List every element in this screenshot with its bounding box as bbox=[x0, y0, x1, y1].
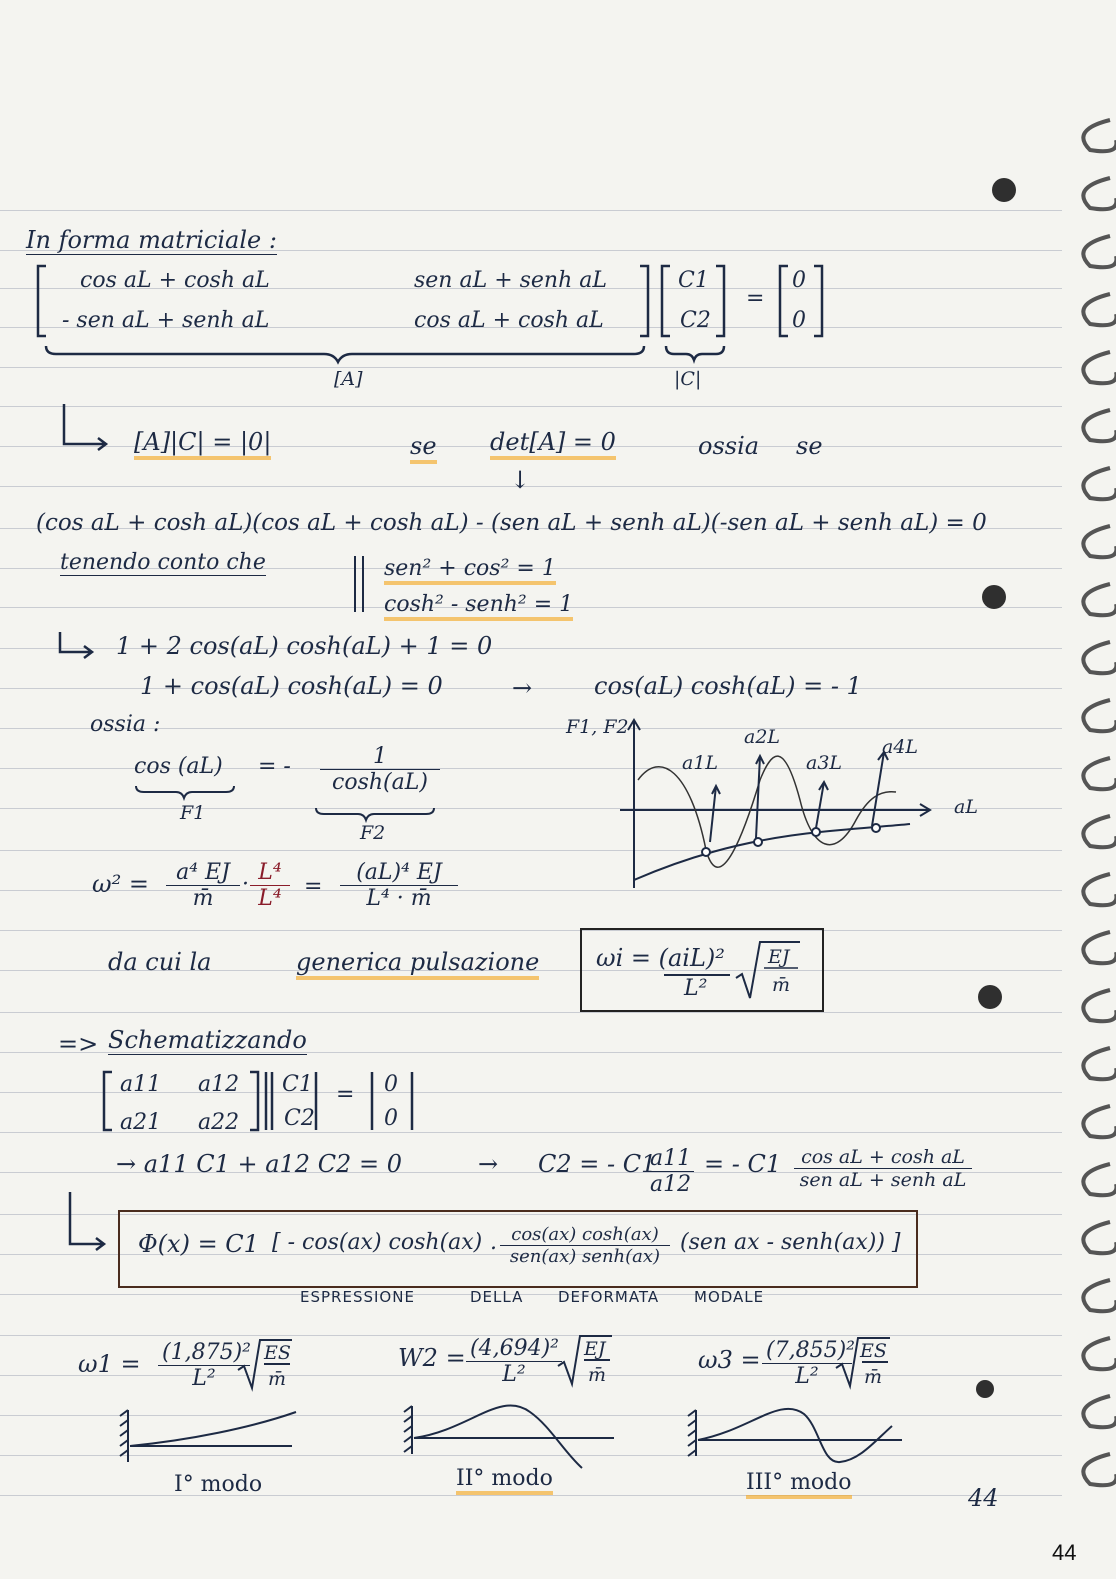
omega-n2: L⁴ bbox=[250, 860, 290, 886]
f-eq-den: cosh(aL) bbox=[332, 770, 428, 795]
expansion-equation: (cos aL + cosh aL)(cos aL + cosh aL) - (sen aL + senh aL)(-sen aL + senh aL) = 0 bbox=[36, 510, 987, 536]
schema-a21: a21 bbox=[120, 1110, 162, 1135]
omega-d2: L⁴ bbox=[258, 886, 282, 911]
pulsation-frac-bar bbox=[664, 974, 730, 976]
schema-frac-b bbox=[794, 1146, 972, 1191]
omega-2-sqrt-num: EJ bbox=[584, 1338, 606, 1360]
root-point-4 bbox=[872, 824, 880, 832]
vector-c2: C2 bbox=[680, 308, 711, 333]
omega-3-den: L² bbox=[795, 1364, 819, 1389]
matrix-r2c2: cos aL + cosh aL bbox=[414, 308, 604, 333]
omega-1-lhs: ω1 = bbox=[78, 1350, 141, 1378]
schema-c1: C1 bbox=[282, 1072, 313, 1097]
omega-frac-2 bbox=[250, 860, 290, 911]
f1-curve bbox=[638, 756, 896, 867]
hook-arrow-1 bbox=[58, 402, 118, 452]
mode-1-clamp bbox=[120, 1410, 128, 1462]
root-point-3 bbox=[812, 828, 820, 836]
omega-2-den: L² bbox=[502, 1362, 526, 1387]
omega-dot: · bbox=[242, 872, 249, 897]
omega-2-num: (4,694)² bbox=[466, 1336, 562, 1362]
identities-lead: tenendo conto che bbox=[60, 550, 266, 575]
hook-arrow-2 bbox=[56, 630, 106, 660]
identity-trig: sen² + cos² = 1 bbox=[384, 556, 556, 585]
f2-label: F2 bbox=[360, 822, 386, 844]
pulsation-sqrt-den: m̄ bbox=[772, 974, 791, 996]
caption-word-4: MODALE bbox=[694, 1288, 765, 1306]
modal-dot: . bbox=[490, 1230, 497, 1255]
mode-3-shape bbox=[698, 1409, 892, 1462]
schema-c2eq2: = - C1 bbox=[704, 1150, 782, 1178]
step-2: 1 + cos(aL) cosh(aL) = 0 bbox=[140, 672, 443, 700]
schema-frac-a-num: a11 bbox=[646, 1146, 694, 1172]
omega-frac-3 bbox=[340, 860, 458, 911]
pulsation-formula-den: L² bbox=[684, 976, 708, 1001]
mode-3-clamp bbox=[688, 1410, 696, 1456]
root-arrow-1 bbox=[710, 786, 720, 842]
graph-y-label: F1, F2 bbox=[566, 716, 629, 738]
schema-frac-a-den: a12 bbox=[650, 1172, 692, 1197]
schema-equals: = bbox=[336, 1082, 355, 1107]
pulsation-text-2: generica pulsazione bbox=[296, 948, 539, 980]
omega-2-frac bbox=[466, 1336, 562, 1387]
root-label-4: a4L bbox=[882, 736, 919, 758]
mode-2-clamp bbox=[404, 1406, 412, 1454]
schema-frac-b-num: cos aL + cosh aL bbox=[794, 1146, 972, 1169]
matrix-r1c2: sen aL + senh aL bbox=[414, 268, 607, 293]
vector-zero-2: 0 bbox=[792, 308, 806, 333]
root-arrow-3 bbox=[816, 782, 828, 828]
schema-frac-a bbox=[646, 1146, 694, 1197]
root-label-3: a3L bbox=[806, 752, 843, 774]
binder-hole-4 bbox=[976, 1380, 994, 1398]
schema-arrow: => bbox=[58, 1030, 99, 1058]
root-arrow-4 bbox=[872, 752, 888, 826]
schema-a11: a11 bbox=[120, 1072, 162, 1097]
omega-2-lhs: W2 = bbox=[398, 1344, 466, 1372]
double-bar bbox=[354, 556, 364, 612]
omega-1-sqrt-num: ES bbox=[264, 1342, 291, 1364]
det-se2: se bbox=[796, 432, 823, 460]
root-label-1: a1L bbox=[682, 752, 719, 774]
modal-part2: (sen ax - senh(ax)) ] bbox=[680, 1230, 901, 1255]
matrix-r1c1: cos aL + cosh aL bbox=[80, 268, 270, 293]
caption-word-3: DEFORMATA bbox=[558, 1288, 660, 1306]
page-number: 44 bbox=[1052, 1540, 1077, 1565]
root-label-2: a2L bbox=[744, 726, 781, 748]
omega-3-sqrt-den: m̄ bbox=[864, 1366, 883, 1388]
mode-1-label: I° modo bbox=[174, 1472, 263, 1497]
omega-d1: m̄ bbox=[192, 886, 214, 911]
omega-3-num: (7,855)² bbox=[762, 1338, 852, 1364]
schema-c2: C2 bbox=[284, 1106, 315, 1131]
handwritten-page-number: 44 bbox=[968, 1484, 999, 1512]
label-vector-c: |C| bbox=[674, 368, 702, 390]
vector-zero-1: 0 bbox=[792, 268, 806, 293]
schema-frac-b-den: sen aL + senh aL bbox=[799, 1169, 967, 1191]
f-eq-sign: = - bbox=[258, 754, 291, 779]
det-lhs: [A]|C| = |0| bbox=[134, 428, 271, 460]
mode-2-shape bbox=[414, 1405, 582, 1468]
mode-3-label: III° modo bbox=[746, 1470, 852, 1499]
matrix-r2c1: - sen aL + senh aL bbox=[62, 308, 270, 333]
root-arrow-2 bbox=[756, 756, 764, 838]
graph-x-label: aL bbox=[954, 796, 978, 818]
identity-hyper: cosh² - senh² = 1 bbox=[384, 592, 573, 621]
omega-n1: a⁴ EJ bbox=[166, 860, 240, 886]
modal-lhs: Φ(x) = C1 bbox=[138, 1230, 259, 1258]
caption-word-2: DELLA bbox=[470, 1288, 524, 1306]
pulsation-formula-lhs: ωi = (aiL)² bbox=[596, 944, 725, 972]
root-point-2 bbox=[754, 838, 762, 846]
binder-hole-2 bbox=[982, 585, 1006, 609]
omega-1-den: L² bbox=[192, 1366, 216, 1391]
step-1: 1 + 2 cos(aL) cosh(aL) + 1 = 0 bbox=[116, 632, 493, 660]
down-arrow: ↓ bbox=[510, 466, 531, 494]
mode-1-shape bbox=[130, 1412, 296, 1446]
binder-hole-3 bbox=[978, 985, 1002, 1009]
modal-frac bbox=[500, 1224, 670, 1267]
omega-eq: = bbox=[304, 874, 323, 899]
hook-arrow-3 bbox=[64, 1190, 114, 1254]
omega-frac-1 bbox=[166, 860, 240, 911]
pulsation-text-1: da cui la bbox=[108, 948, 212, 976]
root-point-1 bbox=[702, 848, 710, 856]
modal-den: sen(ax) senh(ax) bbox=[509, 1246, 661, 1267]
spiral-binding bbox=[1050, 90, 1116, 1510]
step-2-result: cos(aL) cosh(aL) = - 1 bbox=[594, 672, 862, 700]
schema-z2: 0 bbox=[384, 1106, 398, 1131]
y-axis bbox=[628, 720, 640, 888]
f-eq-lhs: cos (aL) bbox=[134, 754, 223, 779]
schema-title: Schematizzando bbox=[108, 1026, 307, 1054]
x-axis bbox=[620, 804, 930, 816]
omega-n3: (aL)⁴ EJ bbox=[340, 860, 458, 886]
schema-rel-arrow: → bbox=[478, 1150, 499, 1178]
step-arrow: → bbox=[512, 674, 533, 702]
schema-relation: → a11 C1 + a12 C2 = 0 bbox=[116, 1150, 402, 1178]
schema-c2eq: C2 = - C1 bbox=[538, 1150, 657, 1178]
omega-3-sqrt-num: ES bbox=[860, 1340, 887, 1362]
omega-3-lhs: ω3 = bbox=[698, 1346, 761, 1374]
schema-a22: a22 bbox=[198, 1110, 240, 1135]
mode-2-label: II° modo bbox=[456, 1466, 553, 1495]
det-se: se bbox=[410, 432, 437, 464]
vector-c1: C1 bbox=[678, 268, 709, 293]
caption-word-1: ESPRESSIONE bbox=[300, 1288, 415, 1306]
f1-label: F1 bbox=[180, 802, 206, 824]
modal-num: cos(ax) cosh(ax) bbox=[500, 1224, 670, 1246]
f2-curve bbox=[634, 824, 910, 880]
omega-1-sqrt-den: m̄ bbox=[268, 1368, 287, 1390]
modal-part1: [ - cos(ax) cosh(ax) bbox=[272, 1230, 483, 1255]
pulsation-sqrt-num: EJ bbox=[768, 946, 790, 968]
binder-hole-1 bbox=[992, 178, 1016, 202]
schema-a12: a12 bbox=[198, 1072, 240, 1097]
f-braces bbox=[130, 784, 450, 824]
omega-2-sqrt-den: m̄ bbox=[588, 1364, 607, 1386]
det-ossia: ossia bbox=[698, 432, 760, 460]
matrix-equals: = bbox=[746, 286, 765, 311]
ossia-label: ossia : bbox=[90, 712, 161, 737]
f-eq-num: 1 bbox=[320, 744, 440, 770]
omega-1-num: (1,875)² bbox=[158, 1340, 250, 1366]
label-matrix-a: [A] bbox=[334, 368, 363, 390]
schema-z1: 0 bbox=[384, 1072, 398, 1097]
heading: In forma matriciale : bbox=[26, 226, 277, 254]
omega-d3: L⁴ · m̄ bbox=[366, 886, 432, 911]
omega-lhs: ω² = bbox=[92, 870, 149, 898]
det-condition: det[A] = 0 bbox=[490, 428, 616, 460]
